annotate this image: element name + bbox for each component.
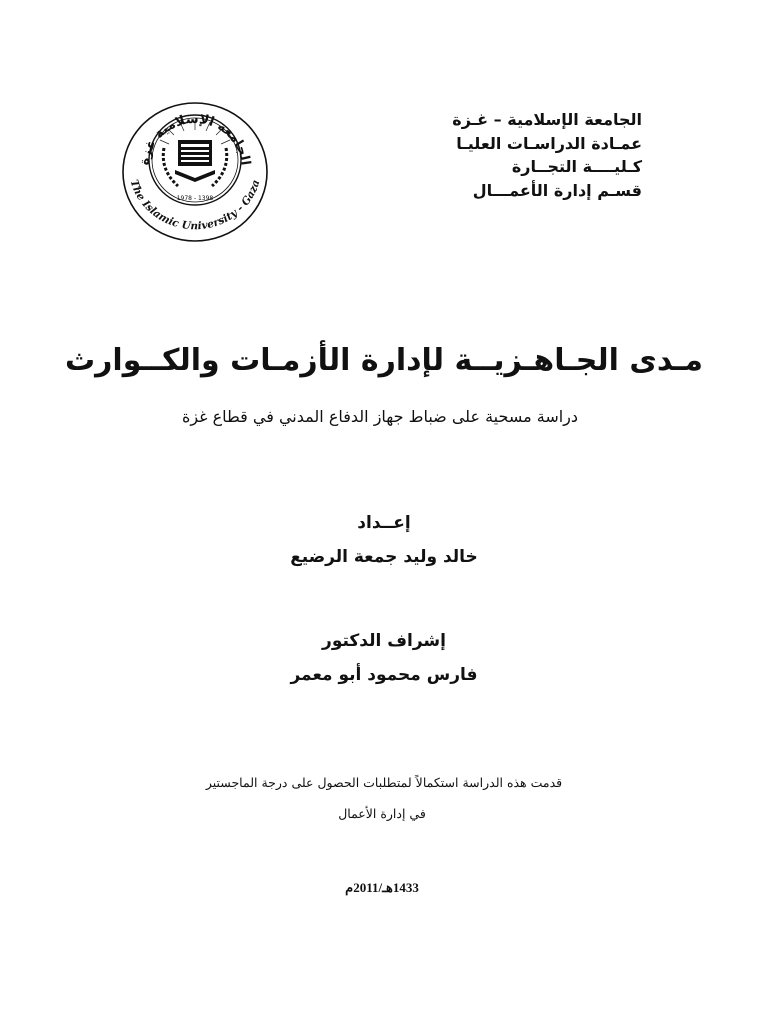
supervision-label: إشراف الدكتور bbox=[322, 631, 446, 651]
prepared-by-label: إعــداد bbox=[357, 513, 411, 533]
seal-english-text: The Islamic University - Gaza bbox=[127, 178, 263, 233]
institution-header bbox=[442, 108, 642, 202]
degree-field: في إدارة الأعمال bbox=[338, 806, 426, 821]
seal-arabic-text: الجامعة الإسلامية غزة bbox=[137, 111, 253, 167]
deanship-name: عمـادة الدراسـات العليـا bbox=[456, 133, 642, 153]
supervisor-name: فارس محمود أبو معمر bbox=[290, 665, 478, 685]
university-name: الجامعة الإسلامية – غـزة bbox=[452, 110, 642, 129]
faculty-name: كـليــــة التجــارة bbox=[511, 157, 642, 176]
thesis-requirement-note: قدمت هذه الدراسة استكمالاً لمتطلبات الحصول على درجة الماجستير bbox=[205, 775, 563, 790]
university-seal-logo bbox=[120, 100, 270, 245]
thesis-subtitle: دراسة مسحية على ضباط جهاز الدفاع المدني في قطاع غزة bbox=[181, 407, 579, 426]
seal-years: 1978 - 1398 bbox=[176, 195, 214, 202]
submission-date: 1433هـ/2011م bbox=[345, 880, 419, 895]
department-name: قسـم إدارة الأعمـــال bbox=[472, 180, 642, 200]
author-name: خالد وليد جمعة الرضيع bbox=[290, 547, 478, 567]
thesis-title: مـدى الجـاهـزيــة لإدارة الأزمـات والكــوارث bbox=[65, 343, 703, 378]
